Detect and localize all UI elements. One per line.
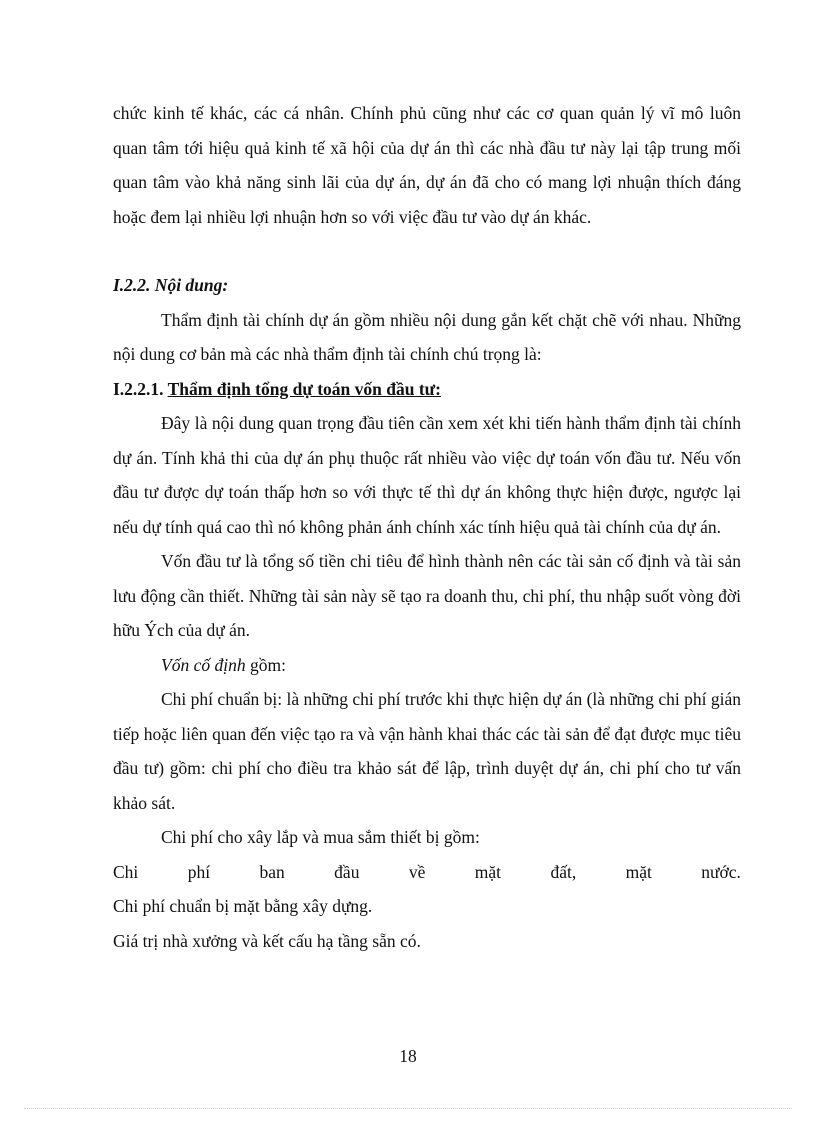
fixed-capital-suffix: gồm: xyxy=(245,654,286,675)
word: đất, xyxy=(550,861,577,882)
existing-infrastructure-line: Giá trị nhà xưởng và kết cấu hạ tầng sẵn có. xyxy=(113,930,421,951)
subsection-number: I.2.2.1. xyxy=(113,378,164,399)
paragraph-estimate: Đây là nội dung quan trọng đầu tiên cần xem xét khi tiến hành thẩm định tài chính dự án. Tính khả thi của dự án phụ thuộc rất nhiều vào việc dự toán vốn đầu tư. Nếu vốn đầu tư được dự toán thấp hơn so với thực tế thì dự án không thực hiện được, ngược lại nếu dự tính quá cao thì nó không phản ánh chính xác tính hiệu quả tài chính của dự án. xyxy=(113,413,741,537)
word: đầu xyxy=(334,861,360,882)
word: phí xyxy=(187,861,211,882)
page-number: 18 xyxy=(399,1046,417,1066)
subsection-title: Thẩm định tổng dự toán vốn đầu tư: xyxy=(167,378,442,399)
word: nước. xyxy=(701,861,741,882)
page-bottom-divider xyxy=(24,1108,792,1109)
paragraph-construction-costs: Chi phí cho xây lắp và mua sắm thiết bị gồm: xyxy=(161,827,480,847)
fixed-capital-line xyxy=(113,648,741,683)
subsection-heading xyxy=(113,372,741,407)
section-intro: Thẩm định tài chính dự án gồm nhiều nội dung gắn kết chặt chẽ với nhau. Những nội dung cơ bản mà các nhà thẩm định tài chính chú trọng là: xyxy=(113,309,741,364)
paragraph-preparation-costs: Chi phí chuẩn bị: là những chi phí trước khi thực hiện dự án (là những chi phí gián tiếp hoặc liên quan đến việc tạo ra và vận hành khai thác các tài sản để đạt được mục tiêu đầu tư) gồm: chi phí cho điều tra khảo sát để lập, trình duyệt dự án, chi phí cho tư vấn khảo sát. xyxy=(113,689,741,813)
word: Chi xyxy=(113,861,139,882)
paragraph-continuation: chức kinh tế khác, các cá nhân. Chính phủ cũng như các cơ quan quản lý vĩ mô luôn quan tâm tới hiệu quả kinh tế xã hội của dự án thì các nhà đầu tư này lại tập trung mối quan tâm vào khả năng sinh lãi của dự án, dự án đã cho có mang lợi nhuận thích đáng hoặc đem lại nhiều lợi nhuận hơn so với việc đầu tư vào dự án khác. xyxy=(113,103,741,227)
site-preparation-line: Chi phí chuẩn bị mặt bằng xây dựng. xyxy=(113,896,373,916)
land-water-costs-line xyxy=(113,855,741,890)
page-body xyxy=(113,96,741,958)
word: ban xyxy=(259,861,285,882)
word: về xyxy=(408,861,426,882)
word: mặt xyxy=(625,861,652,882)
fixed-capital-term: Vốn cố định xyxy=(161,654,246,675)
section-heading: I.2.2. Nội dung: xyxy=(113,275,229,295)
paragraph-capital: Vốn đầu tư là tổng số tiền chi tiêu để hình thành nên các tài sản cố định và tài sản lưu động cần thiết. Những tài sản này sẽ tạo ra doanh thu, chi phí, thu nhập suốt vòng đời hữu Ých của dự án. xyxy=(113,551,741,640)
word: mặt xyxy=(474,861,502,882)
